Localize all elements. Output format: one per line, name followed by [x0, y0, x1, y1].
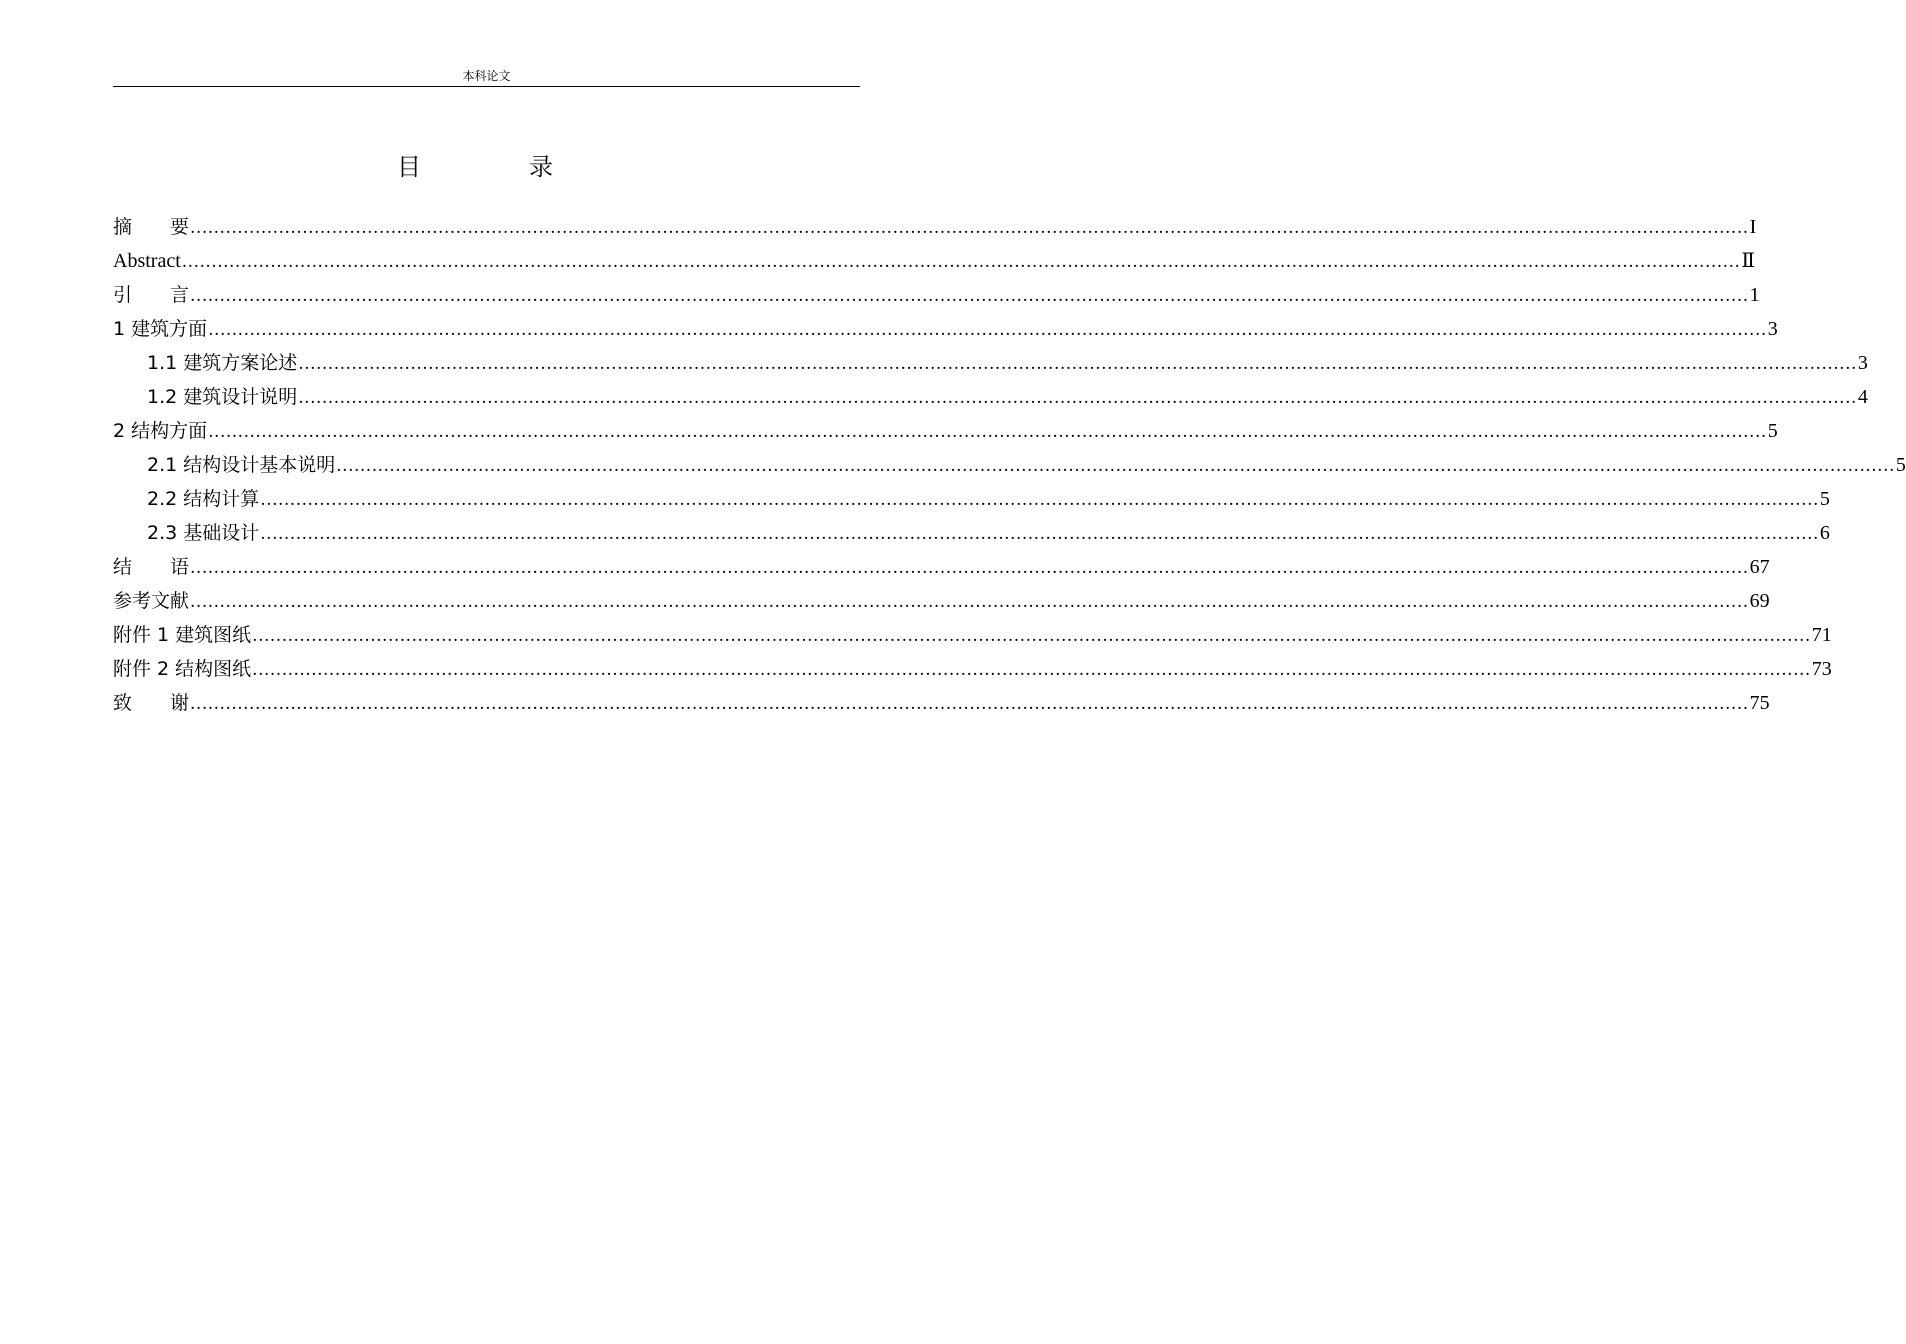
toc-leader-dots: ........................................................................................................................................................................................................................................................................ — [336, 456, 1895, 476]
toc-entry-section-2-3[interactable] — [113, 516, 1830, 550]
toc-entry-page: 75 — [1749, 692, 1770, 714]
toc-entry-label: Abstract — [113, 250, 181, 272]
toc-entry-page: 3 — [1857, 352, 1868, 374]
toc-entry-label: 1.1 建筑方案论述 — [147, 352, 298, 374]
toc-entry-section-1-2[interactable] — [113, 380, 1868, 414]
toc-entry-page: 1 — [1749, 284, 1760, 306]
toc-entry-page: I — [1749, 216, 1757, 238]
toc-entry-label: 2.3 基础设计 — [147, 522, 260, 544]
toc-leader-dots: ........................................................................................................................................................................................................................................................................ — [252, 660, 1811, 680]
toc-leader-dots: ........................................................................................................................................................................................................................................................................ — [181, 252, 1741, 272]
toc-entry-references[interactable] — [113, 584, 1770, 618]
toc-entry-introduction[interactable] — [113, 278, 1760, 312]
toc-entry-label: 2.2 结构计算 — [147, 488, 260, 510]
toc-leader-dots: ........................................................................................................................................................................................................................................................................ — [298, 354, 1857, 374]
toc-entry-section-2-1[interactable] — [113, 448, 1906, 482]
toc-entry-page: 71 — [1811, 624, 1832, 646]
toc-leader-dots: ........................................................................................................................................................................................................................................................................ — [190, 286, 1749, 306]
toc-leader-dots: ........................................................................................................................................................................................................................................................................ — [298, 388, 1857, 408]
toc-leader-dots: ........................................................................................................................................................................................................................................................................ — [190, 694, 1749, 714]
toc-entry-label: 摘 要 — [113, 216, 190, 238]
toc-entry-page: 5 — [1895, 454, 1906, 476]
toc-entry-abstract-cn[interactable] — [113, 210, 1757, 244]
toc-entry-appendix-2[interactable] — [113, 652, 1832, 686]
toc-entry-acknowledgements[interactable] — [113, 686, 1770, 720]
toc-entry-label: 引 言 — [113, 284, 190, 306]
toc-leader-dots: ........................................................................................................................................................................................................................................................................ — [190, 558, 1749, 578]
toc-entry-label: 结 语 — [113, 556, 190, 578]
toc-entry-abstract-en[interactable] — [113, 244, 1755, 278]
toc-entry-chapter-1[interactable] — [113, 312, 1778, 346]
toc-entry-label: 1.2 建筑设计说明 — [147, 386, 298, 408]
page-header — [113, 66, 860, 87]
toc-entry-conclusion[interactable] — [113, 550, 1770, 584]
toc-leader-dots: ........................................................................................................................................................................................................................................................................ — [252, 626, 1811, 646]
toc-entry-page: 67 — [1749, 556, 1770, 578]
toc-leader-dots: ........................................................................................................................................................................................................................................................................ — [208, 320, 1767, 340]
toc-entry-label: 2 结构方面 — [113, 420, 208, 442]
table-of-contents — [113, 210, 1906, 720]
header-text: 本科论文 — [462, 69, 511, 83]
toc-entry-page: 73 — [1811, 658, 1832, 680]
toc-entry-page: Ⅱ — [1741, 250, 1755, 272]
toc-leader-dots: ........................................................................................................................................................................................................................................................................ — [208, 422, 1767, 442]
toc-entry-page: 6 — [1819, 522, 1830, 544]
toc-entry-page: 69 — [1749, 590, 1770, 612]
toc-entry-page: 5 — [1819, 488, 1830, 510]
toc-entry-label: 2.1 结构设计基本说明 — [147, 454, 336, 476]
toc-entry-appendix-1[interactable] — [113, 618, 1832, 652]
toc-entry-section-2-2[interactable] — [113, 482, 1830, 516]
toc-entry-label: 附件 2 结构图纸 — [113, 658, 252, 680]
toc-entry-label: 1 建筑方面 — [113, 318, 208, 340]
toc-entry-page: 5 — [1767, 420, 1778, 442]
toc-entry-label: 参考文献 — [113, 590, 190, 612]
toc-entry-label: 致 谢 — [113, 692, 190, 714]
toc-leader-dots: ........................................................................................................................................................................................................................................................................ — [260, 490, 1819, 510]
toc-entry-page: 3 — [1767, 318, 1778, 340]
toc-entry-section-1-1[interactable] — [113, 346, 1868, 380]
toc-leader-dots: ........................................................................................................................................................................................................................................................................ — [190, 592, 1749, 612]
toc-entry-label: 附件 1 建筑图纸 — [113, 624, 252, 646]
toc-title: 目 录 — [397, 153, 595, 181]
toc-entry-chapter-2[interactable] — [113, 414, 1778, 448]
toc-entry-page: 4 — [1857, 386, 1868, 408]
toc-leader-dots: ........................................................................................................................................................................................................................................................................ — [260, 524, 1819, 544]
toc-leader-dots: ........................................................................................................................................................................................................................................................................ — [190, 218, 1749, 238]
